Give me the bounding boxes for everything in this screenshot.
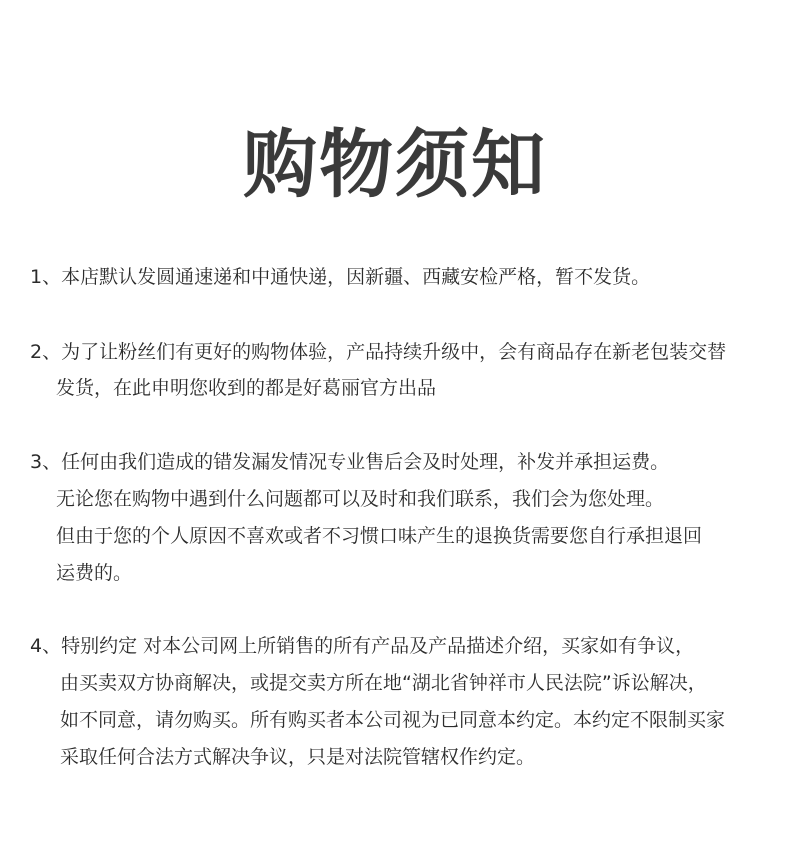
- notice-4-line-1: 4、特别约定 对本公司网上所销售的所有产品及产品描述介绍，买家如有争议，: [30, 635, 695, 657]
- notice-4-line-2: 由买卖双方协商解决，或提交卖方所在地“湖北省钟祥市人民法院”诉讼解决，: [60, 672, 707, 694]
- notice-1-line-1: 1、本店默认发圆通速递和中通快递，因新疆、西藏安检严格，暂不发货。: [30, 266, 651, 288]
- page-title: 购物须知: [243, 122, 547, 208]
- notice-3-line-2: 无论您在购物中遇到什么问题都可以及时和我们联系，我们会为您处理。: [56, 488, 665, 510]
- notice-2-line-1: 2、为了让粉丝们有更好的购物体验，产品持续升级中，会有商品存在新老包装交替: [30, 341, 727, 363]
- notice-3-line-4: 运费的。: [56, 562, 133, 584]
- notice-3-line-1: 3、任何由我们造成的错发漏发情况专业售后会及时处理，补发并承担运费。: [30, 451, 670, 473]
- notice-2-line-2: 发货，在此申明您收到的都是好葛丽官方出品: [56, 377, 437, 399]
- notice-4-line-3: 如不同意，请勿购买。所有购买者本公司视为已同意本约定。本约定不限制买家: [60, 709, 726, 731]
- notice-3-line-3: 但由于您的个人原因不喜欢或者不习惯口味产生的退换货需要您自行承担退回: [56, 525, 703, 547]
- notice-4-line-4: 采取任何合法方式解决争议，只是对法院管辖权作约定。: [60, 746, 536, 768]
